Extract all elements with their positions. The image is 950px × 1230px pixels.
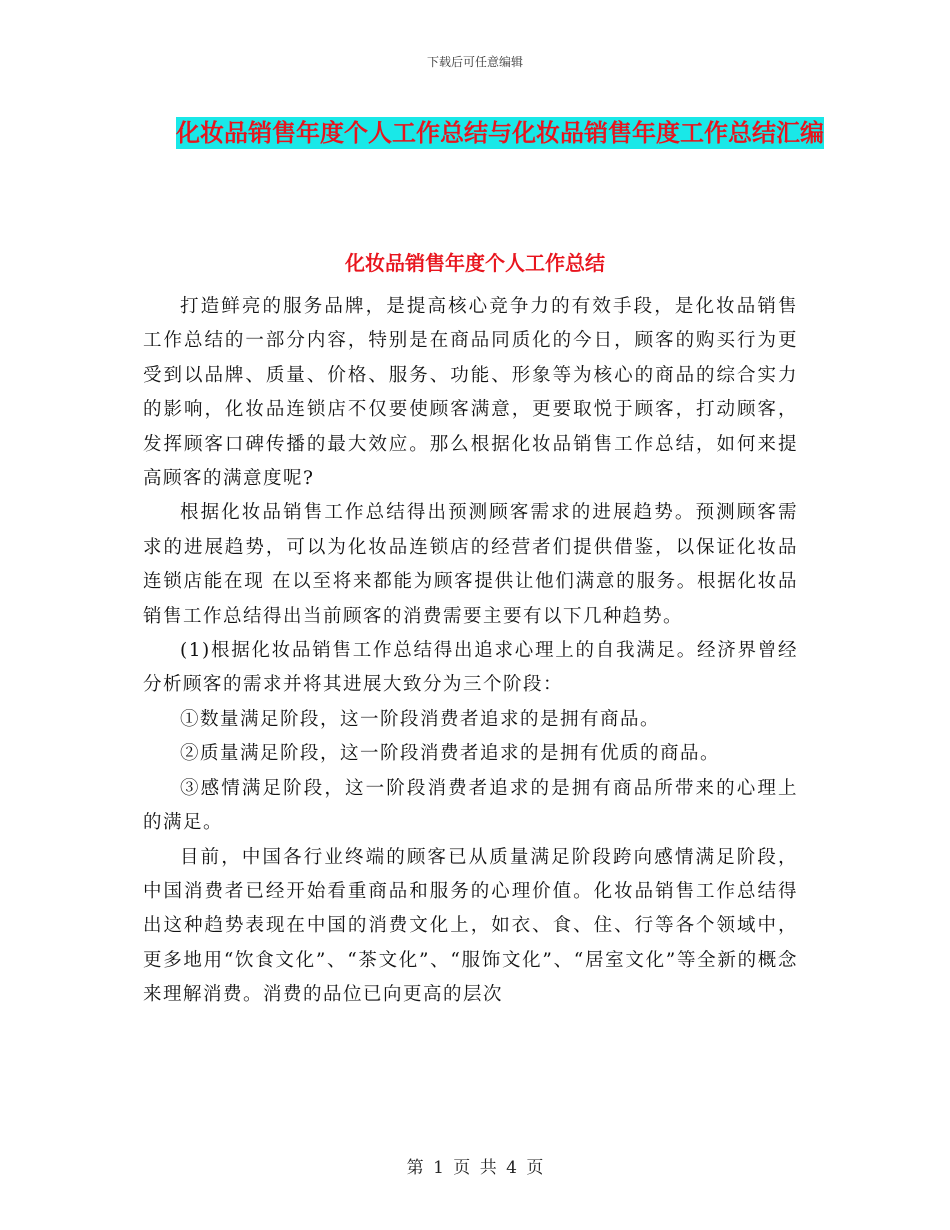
paragraph-1: 打造鲜亮的服务品牌，是提高核心竞争力的有效手段，是化妆品销售工作总结的一部分内容，特别是在商品同质化的今日，顾客的购买行为更受到以品牌、质量、价格、服务、功能、形象等为核心的商品的综合实力的影响，化妆品连锁店不仅要使顾客满意，更要取悦于顾客，打动顾客，发挥顾客口碑传播的最大效应。那么根据化妆品销售工作总结，如何来提高顾客的满意度呢? <box>143 296 798 490</box>
paragraph-4: ①数量满足阶段，这一阶段消费者追求的是拥有商品。 <box>180 708 661 730</box>
paragraph-5: ②质量满足阶段，这一阶段消费者追求的是拥有优质的商品。 <box>180 743 721 765</box>
main-title-text: 化妆品销售年度个人工作总结与化妆品销售年度工作总结汇编 <box>176 119 824 147</box>
paragraph-3: (1)根据化妆品销售工作总结得出追求心理上的自我满足。经济界曾经分析顾客的需求并将其进展大致分为三个阶段： <box>143 640 798 696</box>
paragraph-6: ③感情满足阶段，这一阶段消费者追求的是拥有商品所带来的心理上的满足。 <box>143 777 798 834</box>
page-footer: 第 1 页 共 4 页 <box>406 1158 544 1178</box>
document-body <box>143 290 798 1013</box>
paragraph-7: 目前，中国各行业终端的顾客已从质量满足阶段跨向感情满足阶段，中国消费者已经开始看重商品和服务的心理价值。化妆品销售工作总结得出这种趋势表现在中国的消费文化上，如衣、食、住、行等各个领域中，更多地用“饮食文化”、“茶文化”、“服饰文化”、“居室文化”等全新的概念来理解消费。消费的品位已向更高的层次 <box>143 846 798 1006</box>
header-note: 下载后可任意编辑 <box>426 55 523 69</box>
section-title: 化妆品销售年度个人工作总结 <box>345 251 605 275</box>
paragraph-2: 根据化妆品销售工作总结得出预测顾客需求的进展趋势。预测顾客需求的进展趋势，可以为化妆品连锁店的经营者们提供借鉴，以保证化妆品连锁店能在现 在以至将来都能为顾客提供让他们满意的服务。根据化妆品销售工作总结得出当前顾客的消费需要主要有以下几种趋势。 <box>143 502 798 627</box>
main-title <box>150 110 850 156</box>
